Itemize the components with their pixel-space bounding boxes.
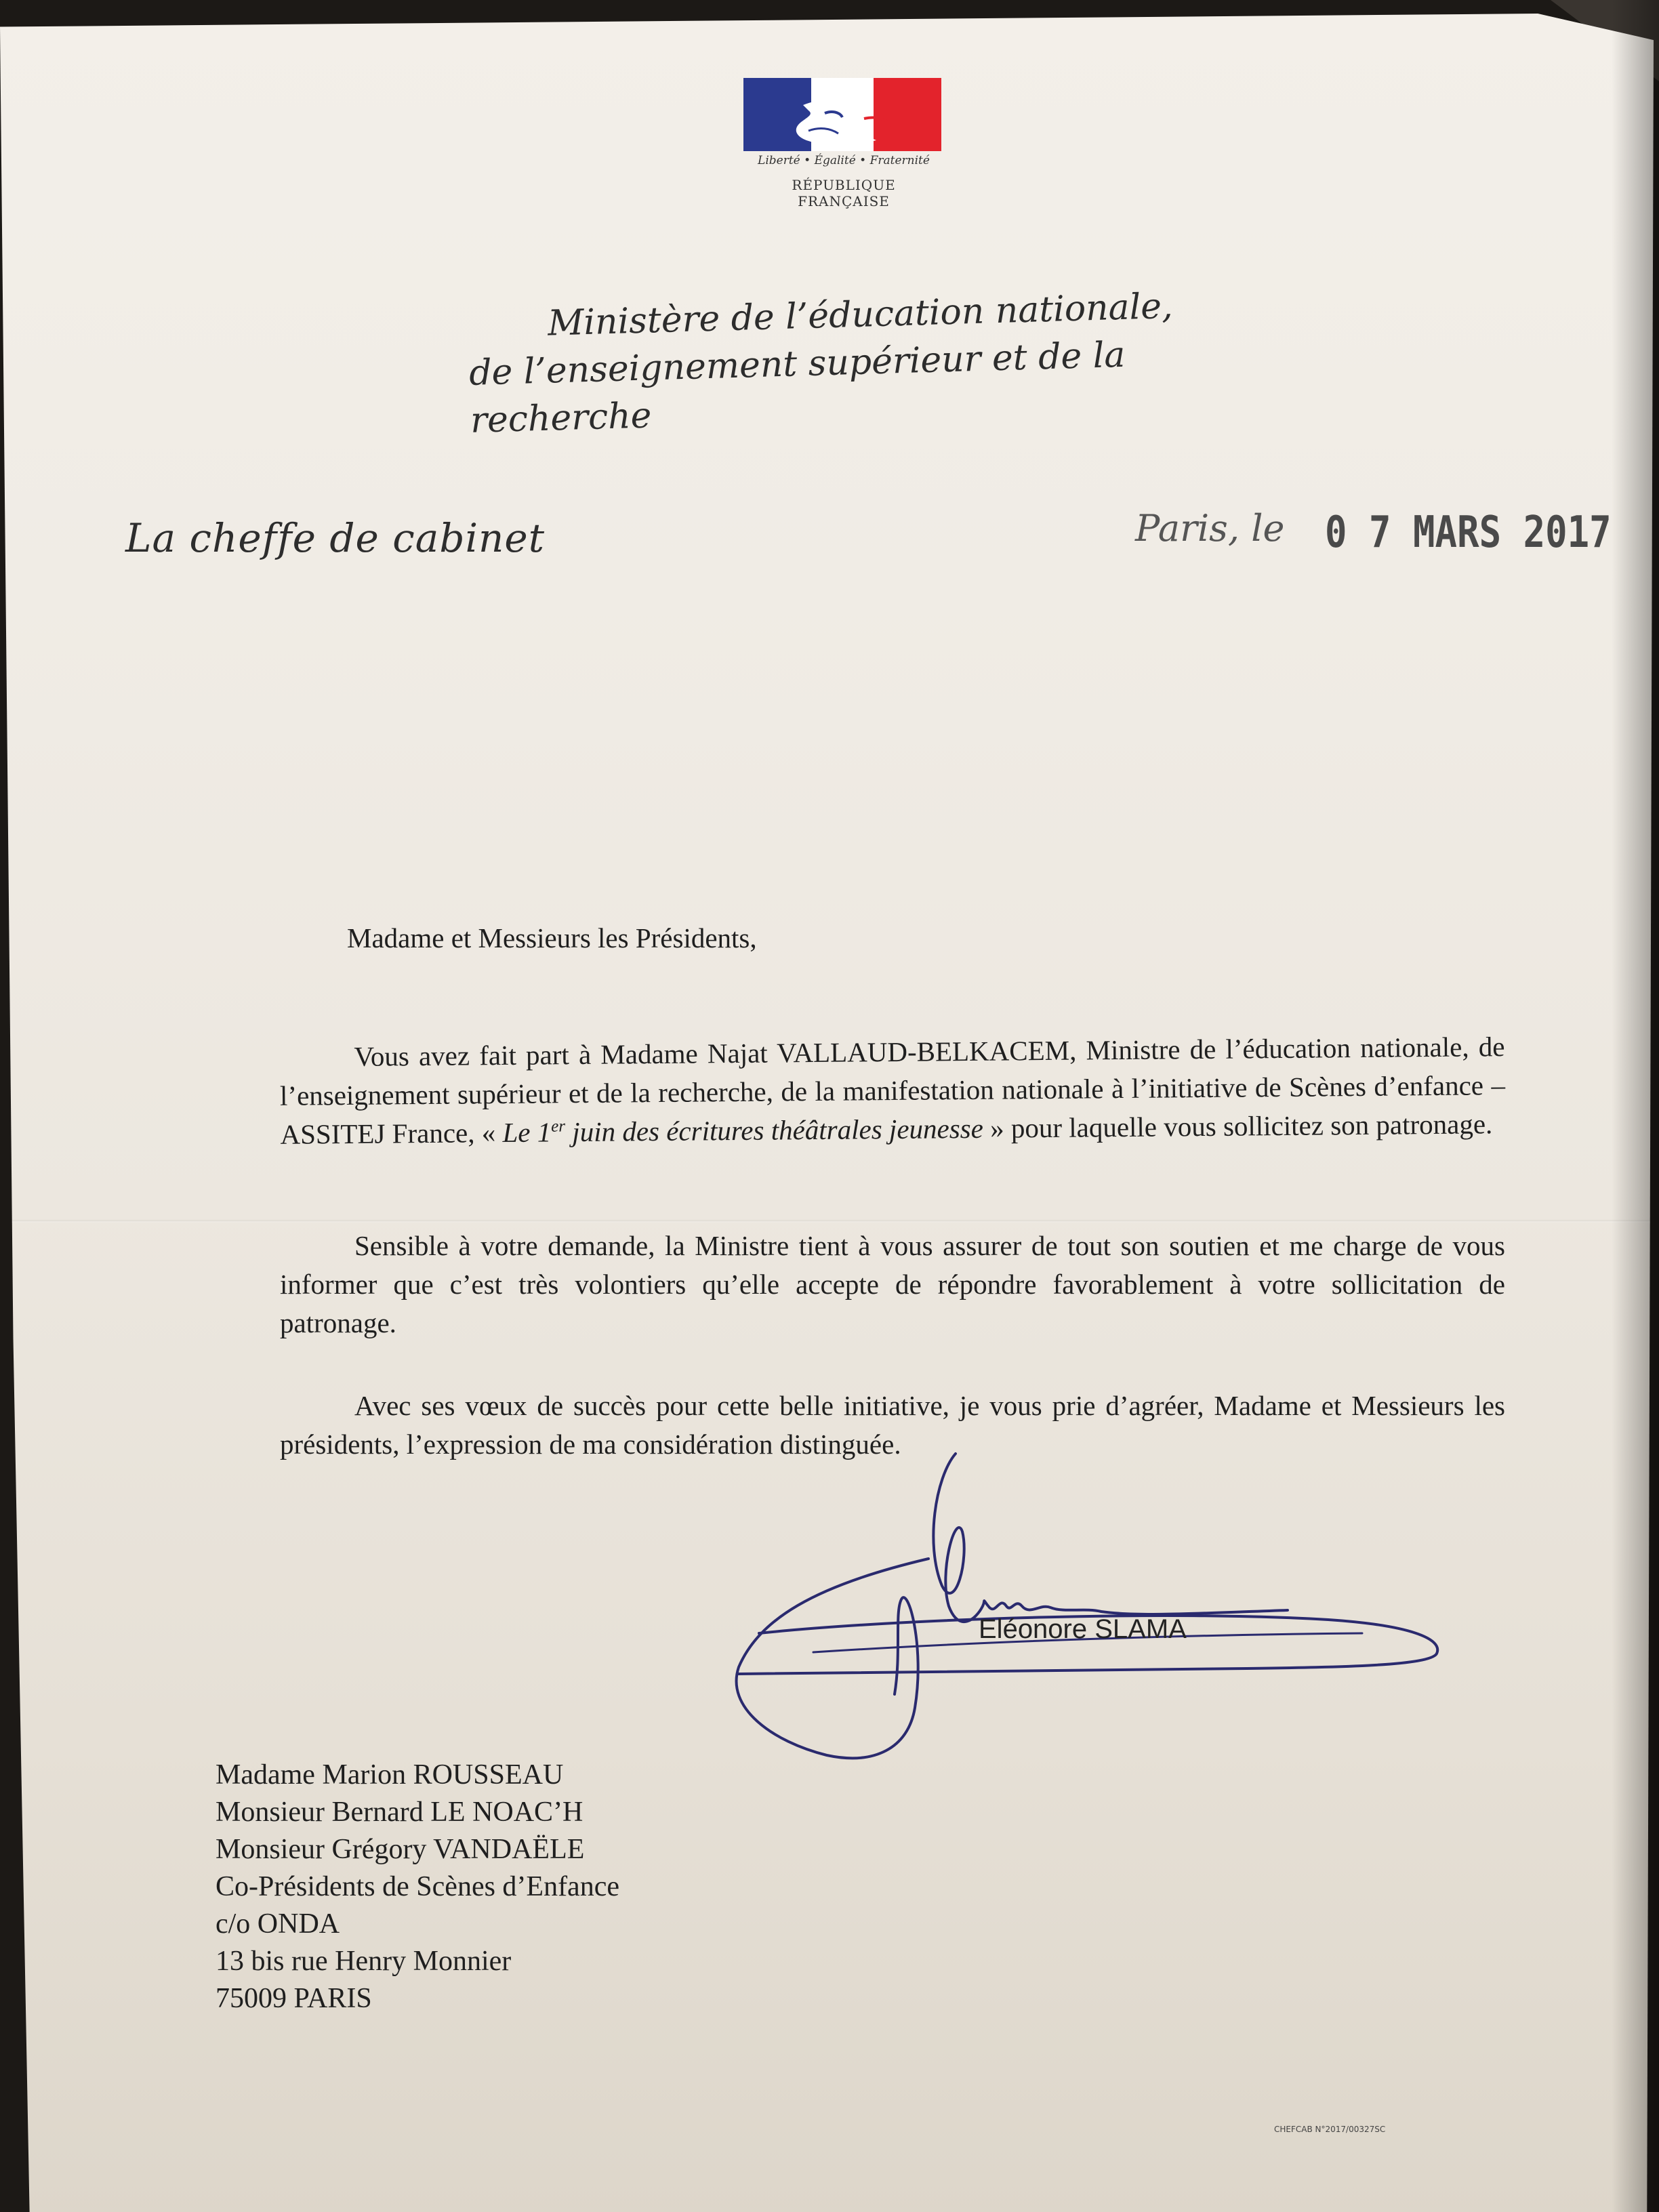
signer-name: Eléonore SLAMA: [979, 1614, 1187, 1644]
event-title-superscript: er: [551, 1117, 566, 1136]
republic-motto: Liberté • Égalité • Fraternité: [758, 154, 930, 167]
event-title: [502, 1113, 983, 1148]
sender-title: La cheffe de cabinet: [125, 515, 546, 561]
paper-fold: [0, 1220, 1659, 1223]
date-place: Paris, le: [1135, 507, 1285, 550]
paragraph-2: Sensible à votre demande, la Ministre tient à vous assurer de tout son soutien et me charge de vous informer que c’est très volontiers qu’elle accepte de répondre favorablement à votre sollicitation de patronage.: [280, 1230, 1505, 1338]
address-line: Monsieur Grégory VANDAËLE: [216, 1834, 585, 1865]
ministry-heading: [445, 280, 1262, 445]
address-line: 13 bis rue Henry Monnier: [216, 1946, 512, 1977]
address-line: Monsieur Bernard LE NOAC’H: [216, 1797, 583, 1828]
ministry-line-2: de l’enseignement supérieur et de la recherche: [468, 334, 1126, 441]
paragraph-3: Avec ses vœux de succès pour cette belle initiative, je vous prie d’agréer, Madame et Messieurs les présidents, l’expression de ma considération distinguée.: [280, 1390, 1505, 1460]
salutation: Madame et Messieurs les Présidents,: [347, 922, 757, 954]
republic-name: RÉPUBLIQUE FRANÇAISE: [792, 177, 896, 209]
recipient-address: [216, 1757, 619, 2018]
event-title-b: juin des écritures théâtrales jeunesse: [565, 1112, 984, 1148]
address-line: 75009 PARIS: [216, 1983, 372, 2014]
ministry-line-1: Ministère de l’éducation nationale,: [547, 285, 1174, 344]
paragraph-1-text-b: » pour laquelle vous sollicitez son patronage.: [983, 1108, 1493, 1144]
event-title-a: Le 1: [502, 1116, 552, 1149]
marianne-logo: [743, 78, 944, 209]
paragraph-1-text-a: Vous avez fait part à Madame Najat VALLAUD-BELKACEM, Ministre de l’éducation nationale, de l’enseignement supérieur et de la recherche, de la manifestation nationale à l’initiative de Scènes d’enfance – ASSITEJ France, «: [279, 1031, 1506, 1150]
date-stamp: 0 7 MARS 2017: [1325, 507, 1612, 558]
address-line: c/o ONDA: [216, 1908, 340, 1940]
reference-number: CHEFCAB N°2017/00327SC: [1274, 2125, 1386, 2134]
paragraph-1: [279, 1027, 1505, 1154]
marianne-flag-icon: [743, 78, 941, 151]
edge-shadow: [1612, 0, 1659, 2212]
handwritten-signature: [732, 1450, 1464, 1776]
address-line: Co-Présidents de Scènes d’Enfance: [216, 1871, 619, 1902]
address-line: Madame Marion ROUSSEAU: [216, 1759, 564, 1790]
